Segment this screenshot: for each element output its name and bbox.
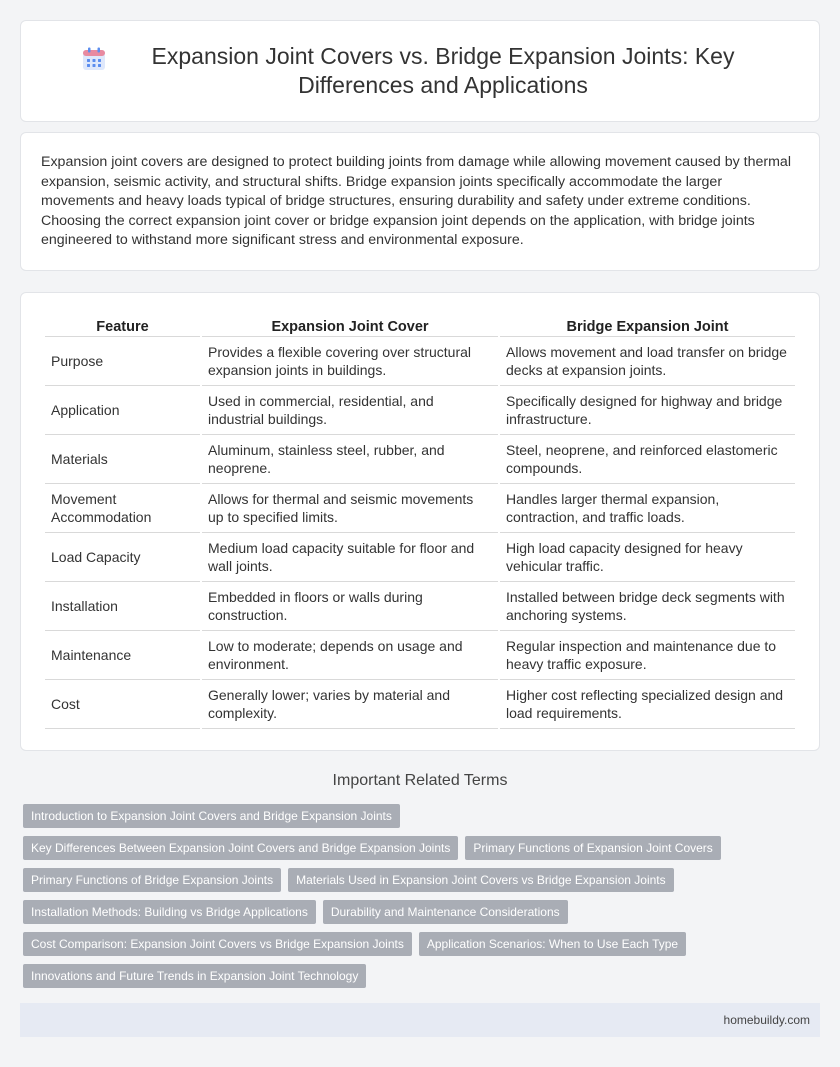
table-row — [45, 337, 795, 386]
bridge-cell: Allows movement and load transfer on bridge decks at expansion joints. — [500, 337, 795, 386]
intro-text: Expansion joint covers are designed to protect building joints from damage while allowing movement caused by thermal expansion, seismic activity, and structural shifts. Bridge expansion joints specifically accommodate the larger movements and heavy loads typical of bridge structures, ensuring durability and safety under extreme conditions. Choosing the correct expansion joint cover or bridge expansion joint depends on the application, with bridge joints engineered to withstand more significant stress and environmental exposure. — [41, 154, 791, 249]
bridge-cell: High load capacity designed for heavy vehicular traffic. — [500, 533, 795, 582]
cover-cell: Generally lower; varies by material and complexity. — [202, 680, 498, 729]
table-row — [45, 435, 795, 484]
bridge-cell: Specifically designed for highway and bridge infrastructure. — [500, 386, 795, 435]
cover-cell: Aluminum, stainless steel, rubber, and neoprene. — [202, 435, 498, 484]
related-term-tag[interactable]: Materials Used in Expansion Joint Covers vs Bridge Expansion Joints — [288, 868, 674, 892]
header-feature: Feature — [45, 313, 200, 337]
table-row — [45, 582, 795, 631]
feature-cell: Installation — [45, 582, 200, 631]
table-row — [45, 631, 795, 680]
intro-card — [20, 132, 820, 271]
table-row — [45, 484, 795, 533]
feature-cell: Load Capacity — [45, 533, 200, 582]
related-term-tag[interactable]: Application Scenarios: When to Use Each Type — [419, 932, 686, 956]
related-terms-list — [23, 804, 823, 996]
feature-cell: Maintenance — [45, 631, 200, 680]
table-header-row — [45, 313, 795, 337]
comparison-table — [43, 313, 797, 729]
related-term-tag[interactable]: Primary Functions of Bridge Expansion Joints — [23, 868, 281, 892]
bridge-cell: Handles larger thermal expansion, contraction, and traffic loads. — [500, 484, 795, 533]
related-term-tag[interactable]: Cost Comparison: Expansion Joint Covers vs Bridge Expansion Joints — [23, 932, 412, 956]
cover-cell: Low to moderate; depends on usage and environment. — [202, 631, 498, 680]
page-title: Expansion Joint Covers vs. Bridge Expansion Joints: Key Differences and Applications — [151, 43, 735, 98]
cover-cell: Medium load capacity suitable for floor and wall joints. — [202, 533, 498, 582]
table-row — [45, 533, 795, 582]
related-term-tag[interactable]: Key Differences Between Expansion Joint Covers and Bridge Expansion Joints — [23, 836, 458, 860]
related-term-tag[interactable]: Innovations and Future Trends in Expansion Joint Technology — [23, 964, 366, 988]
related-term-tag[interactable]: Primary Functions of Expansion Joint Covers — [465, 836, 720, 860]
related-term-tag[interactable]: Durability and Maintenance Considerations — [323, 900, 568, 924]
related-term-tag[interactable]: Introduction to Expansion Joint Covers and Bridge Expansion Joints — [23, 804, 400, 828]
footer-site-link[interactable]: homebuildy.com — [723, 1013, 810, 1027]
bridge-cell: Installed between bridge deck segments with anchoring systems. — [500, 582, 795, 631]
cover-cell: Provides a flexible covering over structural expansion joints in buildings. — [202, 337, 498, 386]
bridge-cell: Steel, neoprene, and reinforced elastomeric compounds. — [500, 435, 795, 484]
feature-cell: Materials — [45, 435, 200, 484]
header-expansion-joint-cover: Expansion Joint Cover — [202, 313, 498, 337]
cover-cell: Allows for thermal and seismic movements up to specified limits. — [202, 484, 498, 533]
header-card — [20, 20, 820, 122]
feature-cell: Cost — [45, 680, 200, 729]
table-row — [45, 680, 795, 729]
comparison-table-card — [20, 292, 820, 751]
feature-cell: Purpose — [45, 337, 200, 386]
bridge-cell: Higher cost reflecting specialized design and load requirements. — [500, 680, 795, 729]
footer — [20, 1003, 820, 1037]
feature-cell: Application — [45, 386, 200, 435]
related-terms-title: Important Related Terms — [332, 772, 508, 789]
header-bridge-expansion-joint: Bridge Expansion Joint — [500, 313, 795, 337]
table-row — [45, 386, 795, 435]
calendar-icon — [81, 46, 107, 72]
bridge-cell: Regular inspection and maintenance due to heavy traffic exposure. — [500, 631, 795, 680]
feature-cell: Movement Accommodation — [45, 484, 200, 533]
cover-cell: Embedded in floors or walls during construction. — [202, 582, 498, 631]
cover-cell: Used in commercial, residential, and industrial buildings. — [202, 386, 498, 435]
related-term-tag[interactable]: Installation Methods: Building vs Bridge Applications — [23, 900, 316, 924]
